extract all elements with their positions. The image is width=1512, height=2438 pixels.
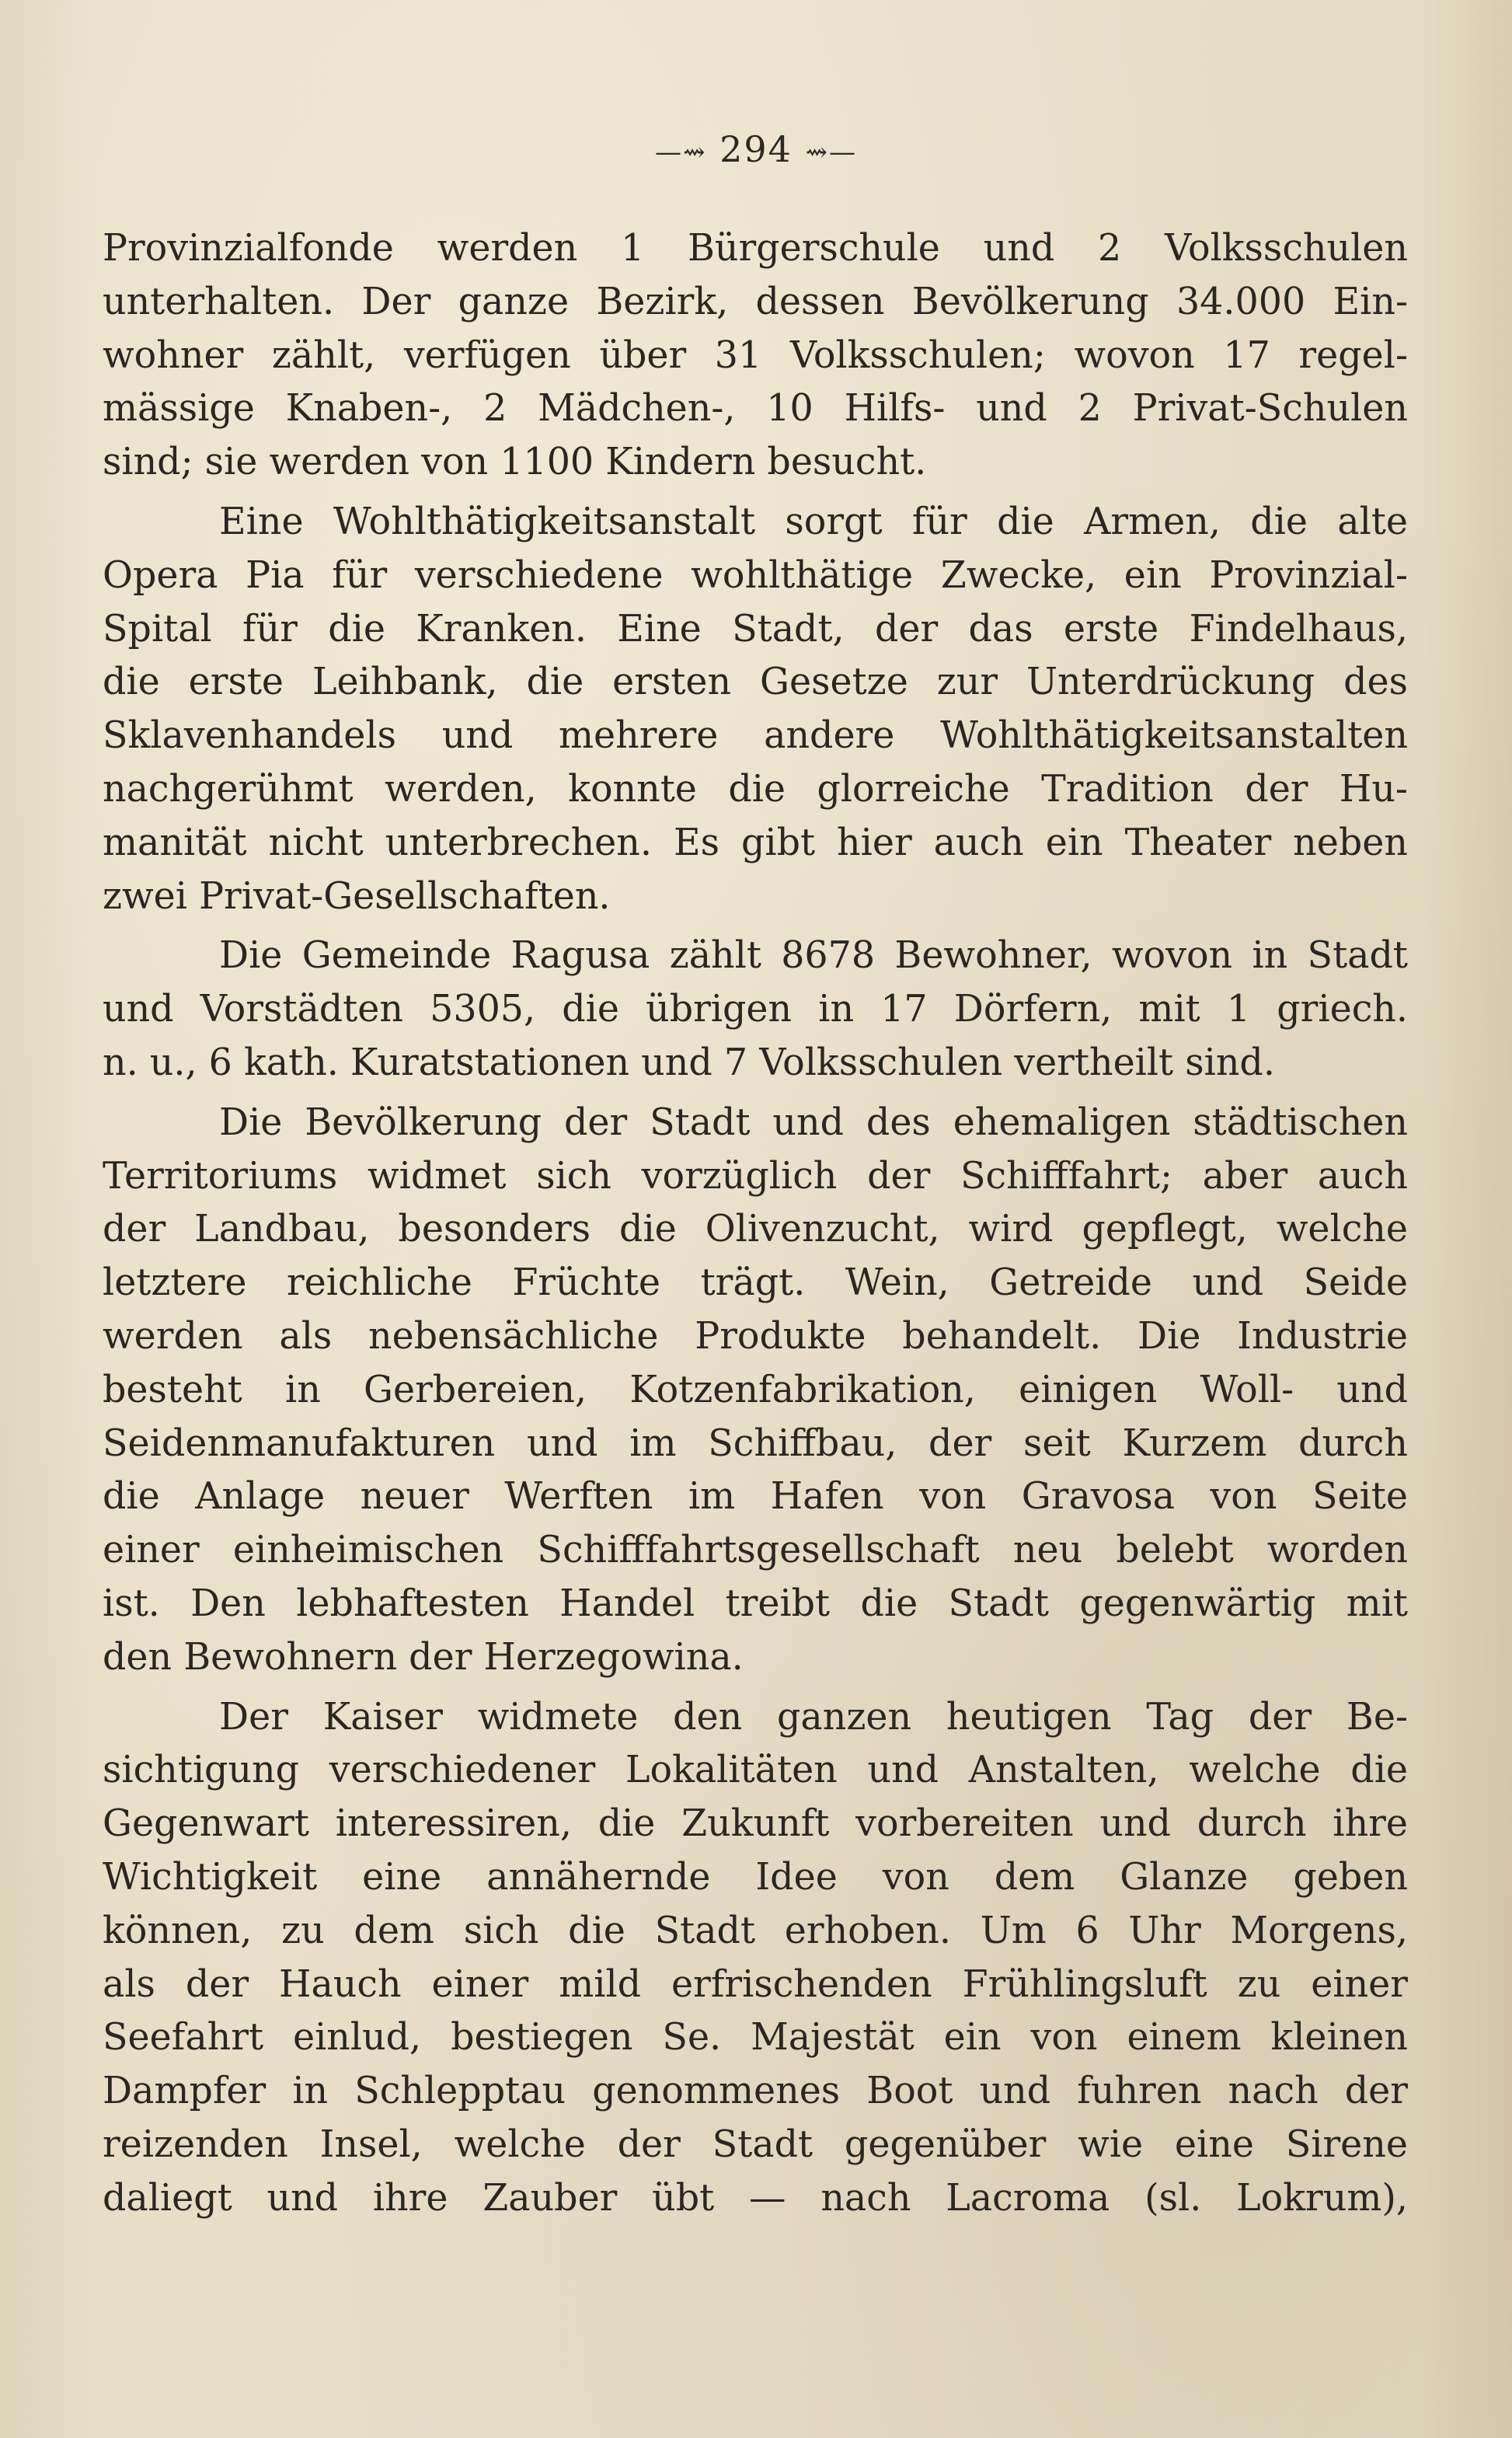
text-line: sichtigung verschiedener Lokalitäten und Anstalten, welche die xyxy=(103,1749,1408,1792)
text-line: Gegenwart interessiren, die Zukunft vorbereiten und durch ihre xyxy=(103,1802,1408,1846)
paragraph xyxy=(103,222,1408,490)
page-number: 294 xyxy=(719,128,793,170)
text-line: Seefahrt einlud, bestiegen Se. Majestät ein von einem kleinen xyxy=(103,2016,1408,2060)
text-line: Spital für die Kranken. Eine Stadt, der das erste Findelhaus, xyxy=(103,607,1408,650)
text-line: Seidenmanufakturen und im Schiffbau, der seit Kurzem durch xyxy=(103,1421,1408,1465)
page-header xyxy=(0,128,1512,170)
text-line: Sklavenhandels und mehrere andere Wohlthätigkeitsanstalten xyxy=(103,714,1408,758)
text-line: ist. Den lebhaftesten Handel treibt die Stadt gegenwärtig mit xyxy=(103,1582,1408,1625)
text-line: manität nicht unterbrechen. Es gibt hier auch ein Theater neben xyxy=(103,821,1408,864)
text-line: mässige Knaben-, 2 Mädchen-, 10 Hilfs- und 2 Privat-Schulen xyxy=(103,387,1408,431)
text-line: wohner zählt, verfügen über 31 Volksschulen; wovon 17 regel- xyxy=(103,333,1408,377)
text-line: n. u., 6 kath. Kuratstationen und 7 Volksschulen vertheilt sind. xyxy=(103,1041,1275,1084)
text-line: besteht in Gerbereien, Kotzenfabrikation, einigen Woll- und xyxy=(103,1368,1408,1411)
text-line: Wichtigkeit eine annähernde Idee von dem Glanze geben xyxy=(103,1855,1408,1899)
text-line: die erste Leihbank, die ersten Gesetze zur Unterdrückung des xyxy=(103,661,1408,704)
paragraph xyxy=(103,1691,1408,2226)
header-ornament-left: —⇝ xyxy=(654,137,707,168)
text-line: zwei Privat-Gesellschaften. xyxy=(103,874,611,918)
text-line: als der Hauch einer mild erfrischenden Frühlingsluft zu einer xyxy=(103,1962,1408,2006)
text-line: die Anlage neuer Werften im Hafen von Gravosa von Seite xyxy=(103,1475,1408,1519)
paragraph xyxy=(103,496,1408,923)
text-line: Eine Wohlthätigkeitsanstalt sorgt für die Armen, die alte xyxy=(219,500,1408,543)
header-ornament-right: ⇝— xyxy=(805,137,858,168)
text-line: daliegt und ihre Zauber übt — nach Lacroma (sl. Lokrum), xyxy=(103,2176,1408,2220)
text-line: letztere reichliche Früchte trägt. Wein, Getreide und Seide xyxy=(103,1261,1408,1305)
text-line: den Bewohnern der Herzegowina. xyxy=(103,1635,744,1679)
text-line: Provinzialfonde werden 1 Bürgerschule und 2 Volksschulen xyxy=(103,227,1408,270)
text-line: Territoriums widmet sich vorzüglich der Schifffahrt; aber auch xyxy=(103,1154,1408,1198)
text-line: sind; sie werden von 1100 Kindern besucht. xyxy=(103,441,927,484)
text-line: nachgerühmt werden, konnte die glorreiche Tradition der Hu- xyxy=(103,767,1408,811)
paragraph xyxy=(103,1097,1408,1685)
text-line: können, zu dem sich die Stadt erhoben. Um 6 Uhr Morgens, xyxy=(103,1909,1408,1952)
paragraph xyxy=(103,930,1408,1090)
text-line: Opera Pia für verschiedene wohlthätige Zwecke, ein Provinzial- xyxy=(103,553,1408,597)
text-line: Die Bevölkerung der Stadt und des ehemaligen städtischen xyxy=(219,1100,1408,1144)
text-line: Der Kaiser widmete den ganzen heutigen Tag der Be- xyxy=(219,1695,1408,1739)
text-line: werden als nebensächliche Produkte behandelt. Die Industrie xyxy=(103,1314,1408,1358)
text-line: der Landbau, besonders die Olivenzucht, wird gepflegt, welche xyxy=(103,1208,1408,1251)
body-text xyxy=(103,222,1408,2225)
text-line: unterhalten. Der ganze Bezirk, dessen Bevölkerung 34.000 Ein- xyxy=(103,280,1408,323)
text-line: Die Gemeinde Ragusa zählt 8678 Bewohner, wovon in Stadt xyxy=(219,934,1408,978)
text-line: und Vorstädten 5305, die übrigen in 17 Dörfern, mit 1 griech. xyxy=(103,988,1408,1031)
text-line: einer einheimischen Schifffahrtsgesellschaft neu belebt worden xyxy=(103,1529,1408,1572)
text-line: reizenden Insel, welche der Stadt gegenüber wie eine Sirene xyxy=(103,2122,1408,2166)
text-line: Dampfer in Schlepptau genommenes Boot und fuhren nach der xyxy=(103,2070,1408,2113)
